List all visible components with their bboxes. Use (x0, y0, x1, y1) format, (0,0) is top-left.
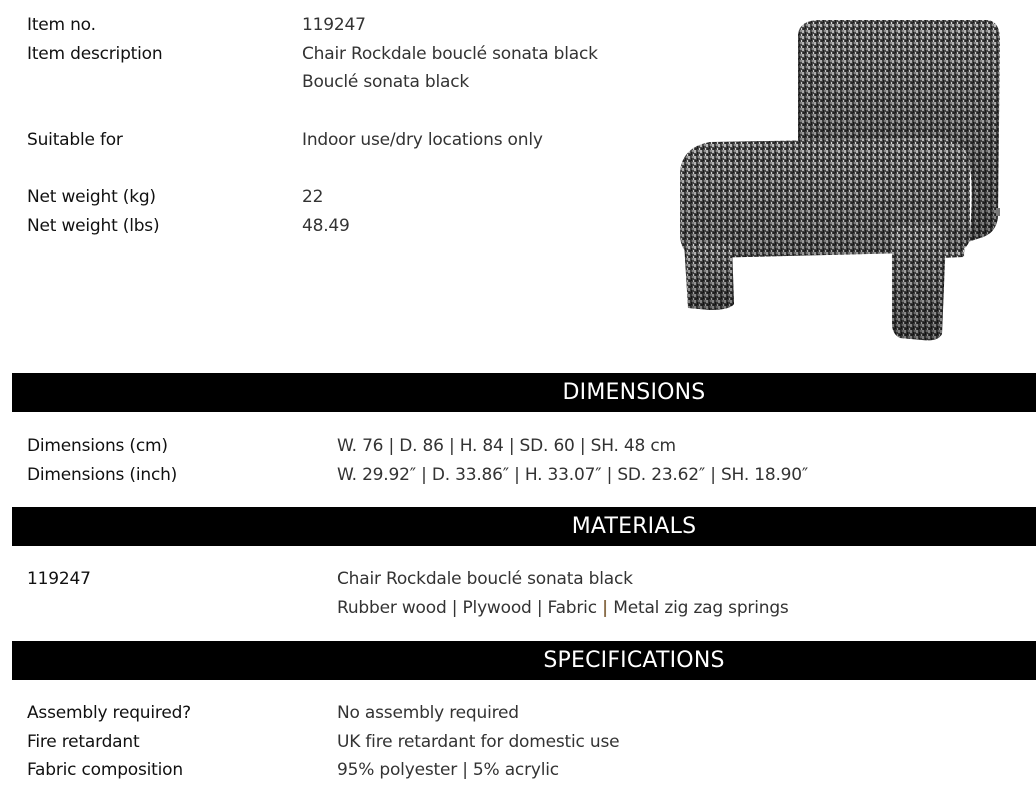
specifications-header: SPECIFICATIONS (543, 648, 725, 673)
fabric-composition-value: 95% polyester | 5% acrylic (337, 760, 559, 780)
dimensions-header: DIMENSIONS (562, 380, 706, 405)
assembly-required-value: No assembly required (337, 703, 519, 723)
item-description-line2: Bouclé sonata black (302, 72, 470, 92)
materials-separator: | (602, 598, 609, 618)
item-no-label: Item no. (27, 15, 96, 35)
item-description-label: Item description (27, 44, 163, 64)
dimensions-inch-value: W. 29.92″ | D. 33.86″ | H. 33.07″ | SD. 23.62″ | SH. 18.90″ (337, 465, 809, 485)
suitable-for-value: Indoor use/dry locations only (302, 130, 543, 150)
materials-line2 (337, 597, 789, 619)
suitable-for-label: Suitable for (27, 130, 123, 150)
fire-retardant-value: UK fire retardant for domestic use (337, 732, 620, 752)
dimensions-cm-value: W. 76 | D. 86 | H. 84 | SD. 60 | SH. 48 cm (337, 436, 676, 456)
dimensions-header-bar (12, 373, 1036, 412)
materials-item-no: 119247 (27, 569, 91, 589)
materials-line1: Chair Rockdale bouclé sonata black (337, 569, 633, 589)
net-weight-kg-label: Net weight (kg) (27, 187, 156, 207)
fabric-composition-label: Fabric composition (27, 760, 183, 780)
item-no-value: 119247 (302, 15, 366, 35)
net-weight-lbs-value: 48.49 (302, 216, 350, 236)
dimensions-inch-label: Dimensions (inch) (27, 465, 178, 485)
net-weight-lbs-label: Net weight (lbs) (27, 216, 160, 236)
item-description-line1: Chair Rockdale bouclé sonata black (302, 44, 598, 64)
product-image-chair (670, 12, 1010, 347)
materials-line2-part2: Metal zig zag springs (608, 598, 789, 618)
dimensions-cm-label: Dimensions (cm) (27, 436, 168, 456)
net-weight-kg-value: 22 (302, 187, 324, 207)
materials-header-bar (12, 507, 1036, 546)
fire-retardant-label: Fire retardant (27, 732, 140, 752)
assembly-required-label: Assembly required? (27, 703, 191, 723)
materials-line2-part1: Rubber wood | Plywood | Fabric (337, 598, 603, 618)
specifications-header-bar (12, 641, 1036, 680)
materials-header: MATERIALS (571, 514, 697, 539)
